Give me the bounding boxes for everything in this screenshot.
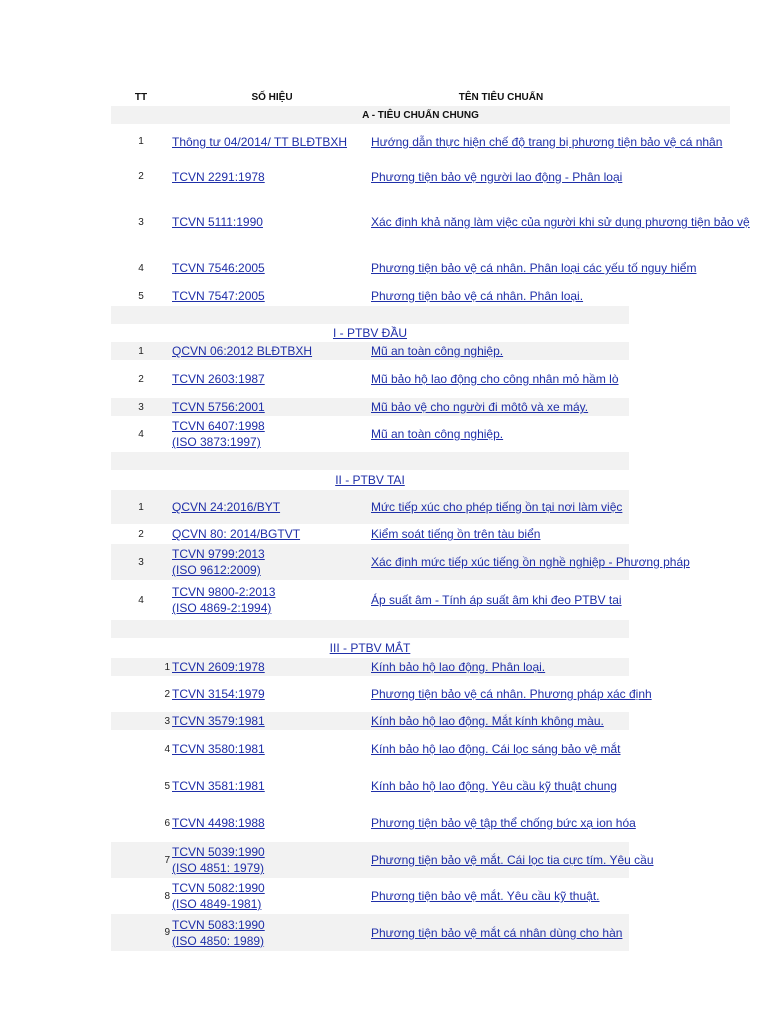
table-row [111,398,629,416]
standard-name-link[interactable]: Xác định mức tiếp xúc tiếng ồn nghề nghiệp - Phương pháp [371,555,690,569]
table-row [111,159,629,194]
standard-name-link[interactable]: Mũ bảo hộ lao động cho công nhân mỏ hầm lò [371,372,619,386]
standard-name-link[interactable]: Kính bảo hộ lao động. Phân loại. [371,660,546,674]
standard-code-link[interactable]: TCVN 7546:2005 [172,261,265,275]
header-tt: TT [134,91,148,103]
standard-name-link[interactable]: Phương tiện bảo vệ cá nhân. Phân loại. [371,289,584,303]
table-row [111,250,697,286]
row-number: 3 [138,556,144,568]
standard-code-link[interactable]: TCVN 6407:1998 [172,419,265,433]
standard-name-link[interactable]: Phương tiện bảo vệ mắt. Yêu cầu kỹ thuật. [371,889,600,903]
table-row [111,712,629,730]
row-number: 7 [164,854,170,866]
row-number: 3 [138,216,144,228]
standard-code-link[interactable]: TCVN 3581:1981 [172,779,265,793]
standard-name-link[interactable]: Mũ an toàn công nghiệp. [371,344,504,358]
group-i [111,342,730,452]
table-header-row [111,88,629,106]
standard-name-link[interactable]: Áp suất âm - Tính áp suất âm khi đeo PTBV tai [371,593,622,607]
table-row [111,360,629,398]
standard-code-link[interactable]: TCVN 5083:1990 [172,917,265,932]
row-number: 4 [138,428,144,440]
section-i-row [111,324,629,342]
iso-code-link[interactable]: (ISO 9612:2009) [172,563,261,577]
table-row [111,194,750,250]
standard-code-link[interactable]: TCVN 7547:2005 [172,289,265,303]
row-number: 2 [138,171,144,182]
section-iii-title[interactable]: III - PTBV MẮT [329,641,411,655]
row-number: 1 [138,345,144,357]
row-number: 2 [138,373,144,385]
table-row [111,342,629,360]
standard-code-link[interactable]: TCVN 3154:1979 [172,687,265,701]
group-iii [111,658,730,951]
standard-name-link[interactable]: Kính bảo hộ lao động. Mắt kính không màu. [371,714,604,728]
row-number: 1 [138,136,144,147]
row-number: 3 [164,715,170,727]
standard-code-link[interactable]: TCVN 2603:1987 [172,372,265,386]
standard-name-link[interactable]: Phương tiện bảo vệ mắt cá nhân dùng cho hàn [371,925,623,940]
row-number: 5 [164,780,170,792]
table-row [111,768,629,804]
standards-table [111,88,750,951]
row-number: 2 [138,528,144,540]
table-row [111,416,629,452]
table-row [111,658,629,676]
standard-name-link[interactable]: Phương tiện bảo vệ tập thể chống bức xạ ion hóa [371,816,636,830]
row-number: 1 [138,501,144,513]
standard-code-link[interactable]: TCVN 5111:1990 [172,215,263,229]
iso-code-link[interactable]: (ISO 4851: 1979) [172,861,265,875]
section-a-title: A - TIÊU CHUẨN CHUNG [362,109,479,121]
standard-code-link[interactable]: TCVN 3580:1981 [172,742,265,756]
row-number: 9 [164,927,170,938]
table-row [111,544,690,580]
iso-code-link[interactable]: (ISO 4850: 1989) [172,933,265,948]
header-code: SỐ HIỆU [251,91,293,103]
standard-code-link[interactable]: TCVN 3579:1981 [172,714,265,728]
standard-code-link[interactable]: QCVN 24:2016/BYT [172,500,281,514]
standard-name-link[interactable]: Kiểm soát tiếng ồn trên tàu biển [371,527,541,541]
standard-code-link[interactable]: TCVN 2291:1978 [172,169,265,184]
spacer-row [111,620,629,638]
standard-name-link[interactable]: Kính bảo hộ lao động. Cái lọc sáng bảo vệ mắt [371,742,621,756]
table-row [111,730,629,768]
row-number: 4 [164,743,170,755]
row-number: 2 [164,688,170,700]
iso-code-link[interactable]: (ISO 4849-1981) [172,897,262,911]
row-number: 3 [138,401,144,413]
standard-code-link[interactable]: TCVN 9800-2:2013 [172,585,276,599]
row-number: 1 [164,661,170,673]
standard-code-link[interactable]: TCVN 5756:2001 [172,400,265,414]
table-row [111,804,636,842]
table-row [111,842,654,878]
standard-code-link[interactable]: TCVN 9799:2013 [172,547,265,561]
standard-name-link[interactable]: Phương tiện bảo vệ người lao động - Phân loại [371,169,623,184]
spacer-row [111,452,629,470]
standard-code-link[interactable]: QCVN 06:2012 BLĐTBXH [172,344,313,358]
row-number: 8 [164,890,170,902]
row-number: 6 [164,817,170,829]
standard-code-link[interactable]: TCVN 5039:1990 [172,845,265,859]
section-ii-row [111,470,629,490]
header-name: TÊN TIÊU CHUẨN [458,91,544,103]
standard-name-link[interactable]: Mức tiếp xúc cho phép tiếng ồn tại nơi làm việc [371,500,623,514]
standard-name-link[interactable]: Mũ an toàn công nghiệp. [371,427,504,441]
iso-code-link[interactable]: (ISO 3873:1997) [172,435,261,449]
group-ii [111,490,730,620]
group-a [111,124,750,306]
section-iii-row [111,638,629,658]
standard-code-link[interactable]: Thông tư 04/2014/ TT BLĐTBXH [172,134,348,149]
standard-name-link[interactable]: Xác định khả năng làm việc của người khi sử dụng phương tiện bảo vệ [371,215,750,229]
table-row [111,580,629,620]
spacer-row [111,306,629,324]
table-row [111,286,629,306]
standard-code-link[interactable]: TCVN 4498:1988 [172,816,265,830]
section-ii-title[interactable]: II - PTBV TAI [335,473,405,487]
standard-name-link[interactable]: Phương tiện bảo vệ cá nhân. Phương pháp xác định [371,687,652,701]
row-number: 4 [138,594,144,606]
table-row [111,124,723,159]
section-i-title[interactable]: I - PTBV ĐẦU [332,326,407,340]
table-row [111,490,629,524]
table-row [111,878,629,914]
standard-name-link[interactable]: Phương tiện bảo vệ cá nhân. Phân loại các yếu tố nguy hiểm [371,261,697,275]
iso-code-link[interactable]: (ISO 4869-2:1994) [172,601,272,615]
table-row [111,914,629,951]
row-number: 4 [138,262,144,274]
table-row [111,676,652,712]
row-number: 5 [138,290,144,302]
standard-name-link[interactable]: Mũ bảo vệ cho người đi môtô và xe máy. [371,400,589,414]
standard-name-link[interactable]: Phương tiện bảo vệ mắt. Cái lọc tia cực tím. Yêu cầu [371,853,654,867]
standard-name-link[interactable]: Hướng dẫn thực hiện chế độ trang bị phương tiện bảo vệ cá nhân [371,134,723,149]
table-row [111,524,629,544]
standard-code-link[interactable]: TCVN 5082:1990 [172,881,265,895]
section-a-row [111,106,730,124]
standard-code-link[interactable]: TCVN 2609:1978 [172,660,265,674]
standard-code-link[interactable]: QCVN 80: 2014/BGTVT [172,527,301,541]
standard-name-link[interactable]: Kính bảo hộ lao động. Yêu cầu kỹ thuật chung [371,779,617,793]
